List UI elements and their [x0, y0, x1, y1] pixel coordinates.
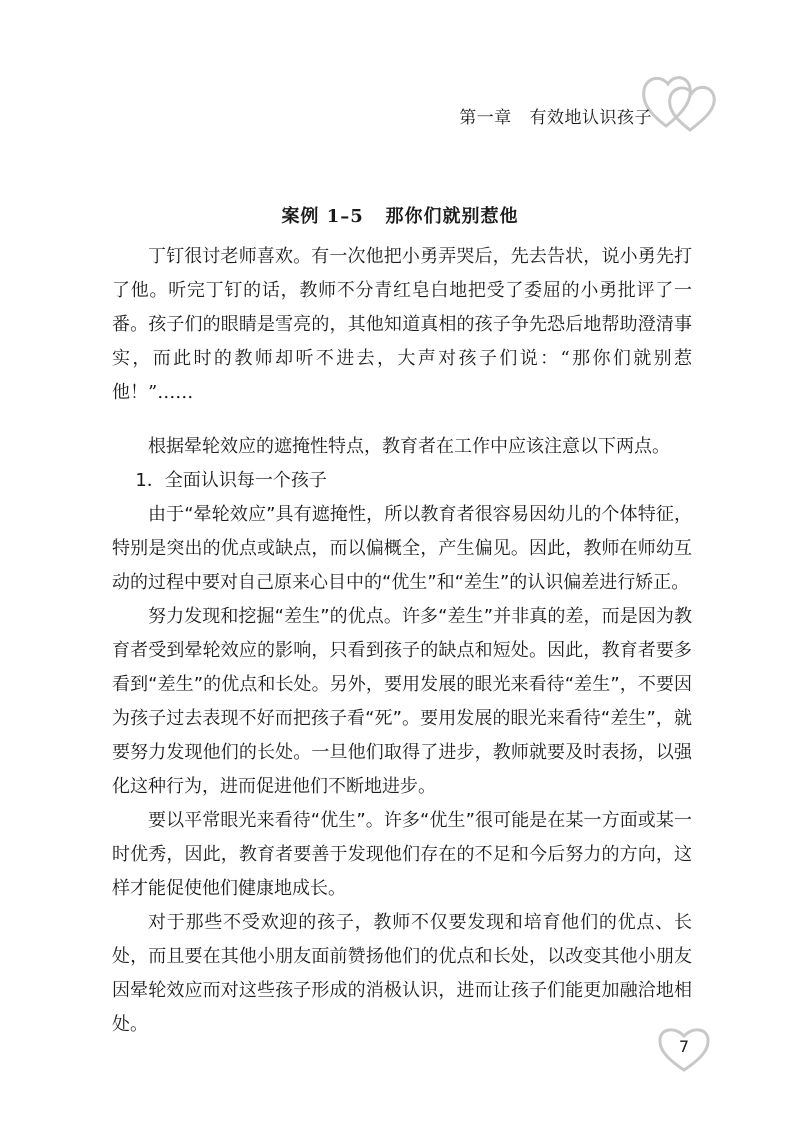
chapter-title: 第一章 有效地认识孩子 — [459, 108, 652, 128]
body-paragraph: 由于“晕轮效应”具有遮掩性，所以教育者很容易因幼儿的个体特征，特别是突出的优点或缺点，而以偏概全，产生偏见。因此，教师在师幼互动的过程中要对自己原来心目中的“优生”和“差生”的认识偏差进行矫正。 — [112, 504, 692, 593]
case-title: 案例 1–5 那你们就别惹他 — [281, 206, 519, 227]
main-body — [112, 430, 692, 1042]
body-paragraph: 努力发现和挖掘“差生”的优点。许多“差生”并非真的差，而是因为教育者受到晕轮效应的影响，只看到孩子的缺点和短处。因此，教育者要多看到“差生”的优点和长处。另外，要用发展的眼光来看待“差生”，不要因为孩子过去表现不好而把孩子看“死”。要用发展的眼光来看待“差生”，就要努力发现他们的长处。一旦他们取得了进步，教师就要及时表扬，以强化这种行为，进而促进他们不断地进步。 — [112, 606, 692, 797]
body-paragraph: 对于那些不受欢迎的孩子，教师不仅要发现和培育他们的优点、长处，而且要在其他小朋友面前赞扬他们的优点和长处，以改变其他小朋友因晕轮效应而对这些孩子形成的消极认识，进而让孩子们能更加融洽地相处。 — [112, 912, 692, 1035]
case-text: 丁钉很讨老师喜欢。有一次他把小勇弄哭后，先去告状，说小勇先打了他。听完丁钉的话，教师不分青红皂白地把受了委屈的小勇批评了一番。孩子们的眼睛是雪亮的，其他知道真相的孩子争先恐后地帮助澄清事实，而此时的教师却听不进去，大声对孩子们说：“那你们就别惹他！”…… — [112, 246, 692, 403]
section-heading: 1．全面认识每一个孩子 — [135, 470, 327, 491]
page-number: 7 — [678, 1037, 690, 1056]
body-paragraph: 要以平常眼光来看待“优生”。许多“优生”很可能是在某一方面或某一时优秀，因此，教育者要善于发现他们存在的不足和今后努力的方向，这样才能促使他们健康地成长。 — [112, 810, 692, 899]
intro-paragraph: 根据晕轮效应的遮掩性特点，教育者在工作中应该注意以下两点。 — [148, 436, 670, 457]
